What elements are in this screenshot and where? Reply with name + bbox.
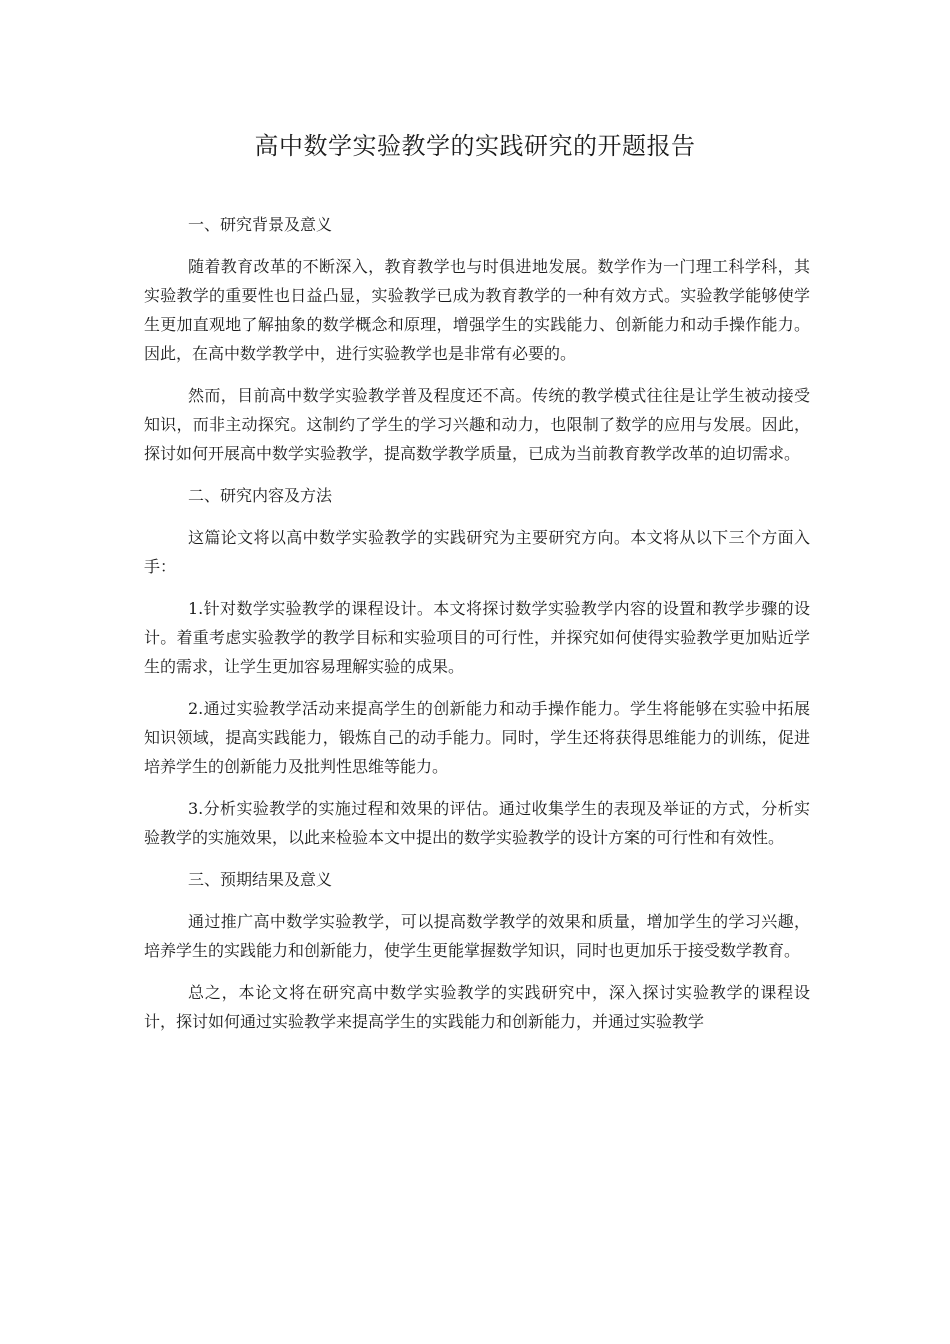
paragraph-content-intro: 这篇论文将以高中数学实验教学的实践研究为主要研究方向。本文将从以下三个方面入手： xyxy=(144,528,810,576)
section-heading-expected-results: 三、预期结果及意义 xyxy=(188,870,333,889)
paragraph-content-item-2: 2.通过实验教学活动来提高学生的创新能力和动手操作能力。学生将能够在实验中拓展知识领域，提高实践能力，锻炼自己的动手能力。同时，学生还将获得思维能力的训练，促进培养学生的创新能力及批判性思维等能力。 xyxy=(144,699,810,776)
paragraph-content-item-1: 1.针对数学实验教学的课程设计。本文将探讨数学实验教学内容的设置和教学步骤的设计。着重考虑实验教学的教学目标和实验项目的可行性，并探究如何使得实验教学更加贴近学生的需求，让学生更加容易理解实验的成果。 xyxy=(144,599,810,676)
section-heading-content-methods: 二、研究内容及方法 xyxy=(188,486,333,505)
paragraph-background-2: 然而，目前高中数学实验教学普及程度还不高。传统的教学模式往往是让学生被动接受知识，而非主动探究。这制约了学生的学习兴趣和动力，也限制了数学的应用与发展。因此，探讨如何开展高中数学实验教学，提高数学教学质量，已成为当前教育教学改革的迫切需求。 xyxy=(144,386,810,463)
document-title: 高中数学实验教学的实践研究的开题报告 xyxy=(254,132,696,160)
paragraph-background-1: 随着教育改革的不断深入，教育教学也与时俱进地发展。数学作为一门理工科学科，其实验教学的重要性也日益凸显，实验教学已成为教育教学的一种有效方式。实验教学能够使学生更加直观地了解抽象的数学概念和原理，增强学生的实践能力、创新能力和动手操作能力。因此，在高中数学教学中，进行实验教学也是非常有必要的。 xyxy=(144,257,810,363)
paragraph-expected-results: 通过推广高中数学实验教学，可以提高数学教学的效果和质量，增加学生的学习兴趣，培养学生的实践能力和创新能力，使学生更能掌握数学知识，同时也更加乐于接受数学教育。 xyxy=(144,912,810,960)
document-body xyxy=(144,210,810,1049)
paragraph-conclusion: 总之，本论文将在研究高中数学实验教学的实践研究中，深入探讨实验教学的课程设计，探讨如何通过实验教学来提高学生的实践能力和创新能力，并通过实验教学 xyxy=(144,983,810,1031)
section-heading-background: 一、研究背景及意义 xyxy=(188,215,333,234)
paragraph-content-item-3: 3.分析实验教学的实施过程和效果的评估。通过收集学生的表现及举证的方式，分析实验教学的实施效果，以此来检验本文中提出的数学实验教学的设计方案的可行性和有效性。 xyxy=(144,799,810,847)
